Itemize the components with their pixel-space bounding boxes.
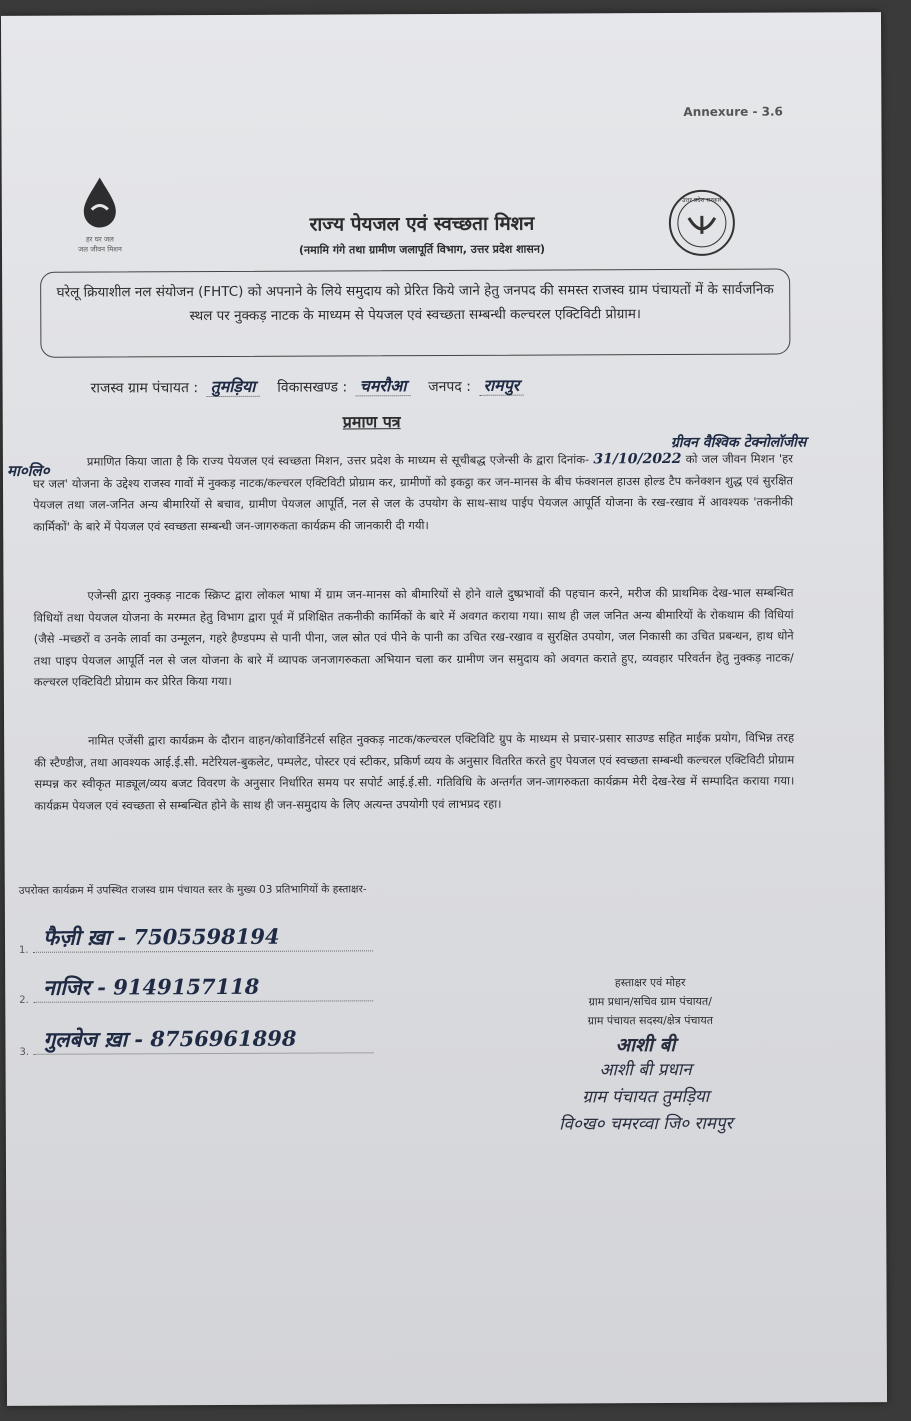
agency-name-handwritten: ग्रीवन वैश्विक टेक्नोलॉजीस — [670, 434, 807, 452]
program-banner: घरेलू क्रियाशील नल संयोजन (FHTC) को अपनाने के लिये समुदाय को प्रेरित किये जाने हेतु जनपद की समस्त राजस्व ग्राम पंचायतों में के सार्वजनिक स्थल पर नुक्कड़ नाटक के माध्यम से पेयजल एवं स्वच्छता सम्बन्धी कल्चरल एक्टिविटी प्रोग्राम। — [40, 268, 790, 357]
paragraph-1-part-b: को जल जीवन मिशन 'हर घर जल' योजना के उद्देश्य राजस्व गावों में नुक्कड़ नाटक/कल्चरल एक्टिविटी प्रोग्राम कर, ग्रामीणों को इकट्ठा कर जन-मानस के बीच फंक्शनल हाउस होल्ड टैप कनेक्शन शुद्ध एवं सुरक्षित पेयजल तथा जल-जनित अन्य बीमारियों से बचाव, ग्रामीण पेयजल आपूर्ति, नल से जल के उपयोग के साथ-साथ पाईप पेयजल आपूर्ति योजना के रख-रखाव में आवश्यक 'तकनीकी कार्मिकों' के बारे में पेयजल एवं स्वच्छता सम्बन्धी जन-जागरुकता कार्यक्रम की जानकारी दी गयी। — [32, 451, 794, 534]
annexure-label: Annexure - 3.6 — [683, 104, 783, 119]
margin-note: मा०लि० — [6, 461, 50, 480]
panchayat-label: राजस्व ग्राम पंचायत : — [90, 380, 199, 397]
signature-authority-block — [525, 973, 775, 1031]
participant-signature-text: नाजिर - 9149157118 — [43, 973, 260, 1000]
mission-subtitle: (नमामि गंगे तथा ग्रामीण जलापूर्ति विभाग, उत्तर प्रदेश शासन) — [298, 242, 545, 257]
certificate-paragraph-3: नामित एजेंसी द्वारा कार्यक्रम के दौरान वाहन/कोवार्डिनेटर्स सहित नुक्कड़ नाटक/कल्चरल एक्टिविटि ग्रुप के माध्यम से प्रचार-प्रसार साउण्ड सहित माईक प्रयोग, विभिन्न तरह की स्टैण्डीज, तथा आवश्यक आई.ई.सी. मटेरियल-बुकलेट, पम्पलेट, पोस्टर एवं स्टीकर, प्रकिर्ण व्यय के अनुसार वितरित करते हुए पेयजल एवं स्वच्छता सम्बन्धी कल्चरल एक्टिविटी प्रोग्राम सम्पन्न कर स्वीकृत माड्यूल/व्यय बजट विवरण के अनुसार निर्धारित समय पर सपोर्ट आई.ई.सी. गतिविधि के अन्तर्गत जन-जागरुकता कार्यक्रम मेरी देख-रेख में सम्पादित कराया गया। कार्यक्रम पेयजल एवं स्वच्छता से सम्बन्धित होने के साथ ही जन-समुदाय के लिए अत्यन्त उपयोगी एवं लाभप्रद रहा। — [34, 730, 795, 813]
signature-number: 1. — [19, 944, 29, 956]
certificate-heading: प्रमाण पत्र — [342, 412, 401, 432]
right-logo-text: उत्तर प्रदेश सरकार — [682, 196, 722, 204]
participant-signature-1 — [19, 923, 373, 956]
certificate-paragraph-1 — [33, 448, 793, 537]
left-logo-text-1: हर घर जल — [85, 235, 114, 244]
stamp-block-line-3: ग्राम पंचायत सदस्य/क्षेत्र पंचायत — [587, 1013, 713, 1028]
pradhan-stamp — [515, 1031, 775, 1139]
participant-signature-text: गुलबेज ख़ा - 8756961898 — [43, 1025, 297, 1052]
panchayat-value: तुमड़िया — [207, 377, 260, 397]
district-value: रामपुर — [479, 376, 523, 396]
stamp-block-line-1: हस्ताक्षर एवं मोहर — [614, 975, 686, 990]
stamp-line-3: वि०ख० चमरव्वा जि० रामपुर — [559, 1113, 733, 1135]
event-date: 31/10/2022 — [593, 450, 682, 468]
mission-title: राज्य पेयजल एवं स्वच्छता मिशन — [309, 212, 535, 236]
document-sheet — [1, 12, 887, 1406]
participant-signature-3 — [19, 1025, 373, 1058]
left-logo-text-2: जल जीवन मिशन — [78, 245, 122, 254]
block-label: विकासखण्ड : — [277, 379, 348, 396]
attendance-text: उपरोक्त कार्यक्रम में उपस्थित राजस्व ग्राम पंचायत स्तर के मुख्य 03 प्रतिभागियों के हस्ताक्षर- — [18, 883, 367, 897]
participant-signature-text: फैज़ी ख़ा - 7505598194 — [42, 923, 280, 950]
paragraph-1-part-a: प्रमाणित किया जाता है कि राज्य पेयजल एवं स्वच्छता मिशन, उत्तर प्रदेश के माध्यम से सूचीबद्ध एजेन्सी के द्वारा दिनांक- — [86, 452, 590, 469]
location-row — [91, 374, 524, 398]
block-value: चमरौआ — [356, 376, 411, 396]
participant-signature-2 — [19, 973, 373, 1006]
stamp-line-2: ग्राम पंचायत तुमड़िया — [582, 1086, 710, 1108]
signature-number: 2. — [19, 994, 29, 1006]
certificate-paragraph-2: एजेन्सी द्वारा नुक्कड़ नाटक स्क्रिप्ट द्वारा लोकल भाषा में ग्राम जन-मानस को बीमारियों से होने वाले दुष्प्रभावों की पहचान करने, मरीज की प्राथमिक देख-भाल सम्बन्धित विधियों तथा पेयजल योजना के मरम्मत हेतु विभाग द्वारा पूर्व में प्रशिक्षित तकनीकी कार्मिकों के बारे में अवगत कराया गया। साथ ही जल जनित अन्य बीमारियों के रोकथाम की विधियां (जैसे -मच्छरों व उनके लार्वा का उन्मूलन, गहरे हैण्डपम्प से पानी पीना, जल स्रोत एवं पीने के पानी का उचित रख-रखाव व सुरक्षित उपयोग, जल निकासी का उचित प्रबन्धन, हाथ धोने तथा पाइप पेयजल आपूर्ति नल से जल योजना के बारे में व्यापक जनजागरुकता अभियान चला कर ग्रामीण जन समुदाय को अवगत कराते हुए, व्यवहार परिवर्तन हेतु नुक्कड़ नाटक/कल्चरल एक्टिविटी प्रोग्राम कर प्रेरित किया गया। — [33, 585, 794, 689]
district-label: जनपद : — [428, 378, 472, 396]
stamp-line-1: आशी बी प्रधान — [599, 1059, 692, 1081]
signature-number: 3. — [19, 1046, 30, 1058]
pradhan-signature: आशी बी — [615, 1033, 676, 1057]
stamp-block-line-2: ग्राम प्रधान/सचिव ग्राम पंचायत/ — [588, 994, 712, 1009]
jal-jeevan-mission-logo-icon — [62, 175, 152, 255]
up-government-emblem-icon — [657, 188, 747, 258]
